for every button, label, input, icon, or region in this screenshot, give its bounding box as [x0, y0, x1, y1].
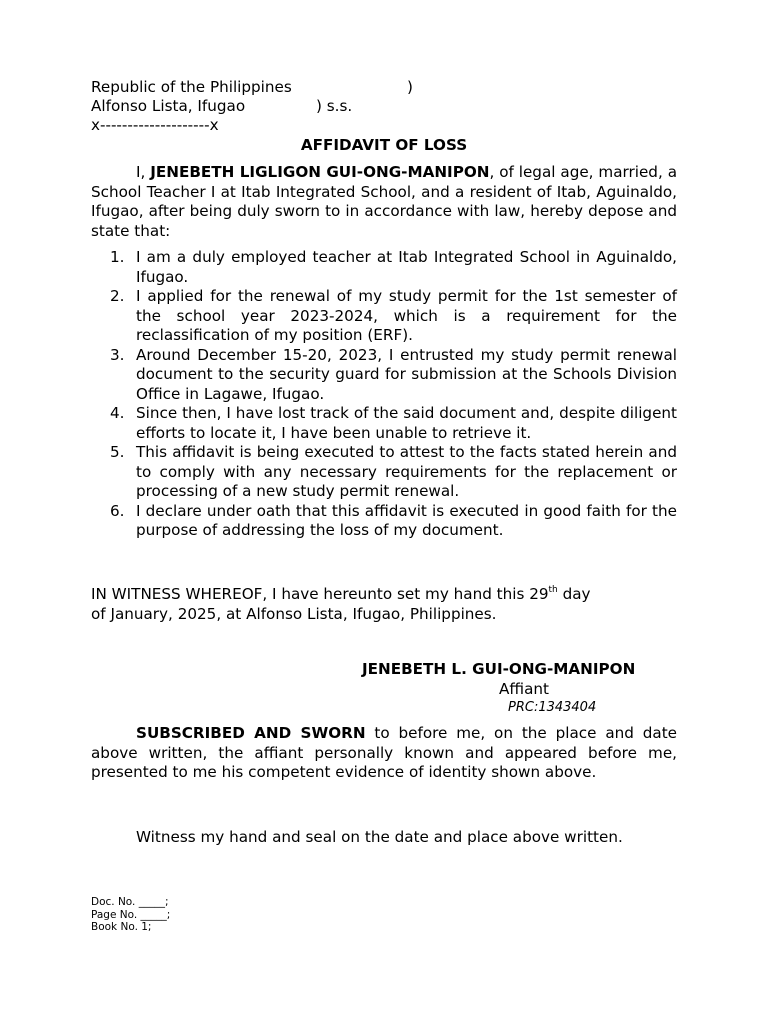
page-number: Page No. _____; — [91, 909, 171, 921]
item-number: 5. — [110, 443, 125, 461]
venue-country: Republic of the Philippines — [91, 78, 292, 96]
item-text: I applied for the renewal of my study permit for the 1st semester of the school year 2023-2024, which is a requirement for the reclassification of my position (ERF). — [136, 287, 677, 344]
item-number: 1. — [110, 248, 125, 266]
jurat-lead: SUBSCRIBED AND SWORN — [136, 724, 366, 742]
item-number: 3. — [110, 345, 125, 364]
item-text: This affidavit is being executed to attest to the facts stated herein and to comply with any necessary requirements for the replacement or processing of a new study permit renewal. — [136, 443, 677, 500]
book-number: Book No. 1; — [91, 921, 152, 933]
doc-number: Doc. No. _____; — [91, 896, 169, 908]
document-title: AFFIDAVIT OF LOSS — [300, 136, 468, 154]
list-item — [110, 248, 677, 287]
intro-prefix: I, — [136, 163, 151, 181]
list-item — [110, 404, 677, 443]
venue-separator: x--------------------x — [91, 116, 219, 134]
affiant-role: Affiant — [499, 680, 549, 698]
intro-text: , of legal age, married, a School Teacher I at Itab Integrated School, and a resident of Itab, Aguinaldo, Ifugao, after being duly sworn to in accordance with law, hereby depose and state that: — [91, 163, 677, 240]
jurat-paragraph — [91, 724, 677, 783]
item-number: 2. — [110, 287, 125, 305]
jurat-text: to before me, on the place and date above written, the affiant personally known and appeared before me, presented to me his competent evidence of identity shown above. — [91, 724, 677, 781]
witness-day: day — [557, 585, 591, 603]
item-text: Since then, I have lost track of the said document and, despite diligent efforts to locate it, I have been unable to retrieve it. — [136, 404, 677, 442]
list-item — [110, 287, 677, 346]
affiant-full-name: JENEBETH LIGLIGON GUI-ONG-MANIPON — [150, 163, 490, 181]
affiant-signature-name: JENEBETH L. GUI-ONG-MANIPON — [362, 660, 636, 678]
prc-number: PRC:1343404 — [508, 700, 597, 715]
witness-ordinal: th — [548, 585, 558, 595]
witness-line-1 — [91, 585, 591, 605]
list-item — [110, 345, 677, 405]
witness-line-2: of January, 2025, at Alfonso Lista, Ifugao, Philippines. — [91, 605, 497, 623]
statement-list — [110, 248, 677, 541]
seal-paragraph: Witness my hand and seal on the date and place above written. — [136, 828, 623, 846]
item-number: 6. — [110, 501, 125, 520]
venue-municipality: Alfonso Lista, Ifugao — [91, 97, 246, 115]
item-text: Around December 15-20, 2023, I entrusted my study permit renewal document to the security guard for submission at the Schools Division Office in Lagawe, Ifugao. — [136, 345, 677, 403]
list-item — [110, 501, 677, 541]
venue-bracket-1: ) — [407, 78, 413, 96]
intro-paragraph — [91, 163, 677, 241]
item-number: 4. — [110, 404, 125, 422]
venue-ss: ) s.s. — [316, 97, 353, 115]
item-text: I am a duly employed teacher at Itab Integrated School in Aguinaldo, Ifugao. — [136, 248, 677, 286]
list-item — [110, 443, 677, 502]
witness-text: IN WITNESS WHEREOF, I have hereunto set my hand this 29 — [91, 585, 549, 603]
item-text: I declare under oath that this affidavit is executed in good faith for the purpose of addressing the loss of my document. — [136, 501, 677, 539]
